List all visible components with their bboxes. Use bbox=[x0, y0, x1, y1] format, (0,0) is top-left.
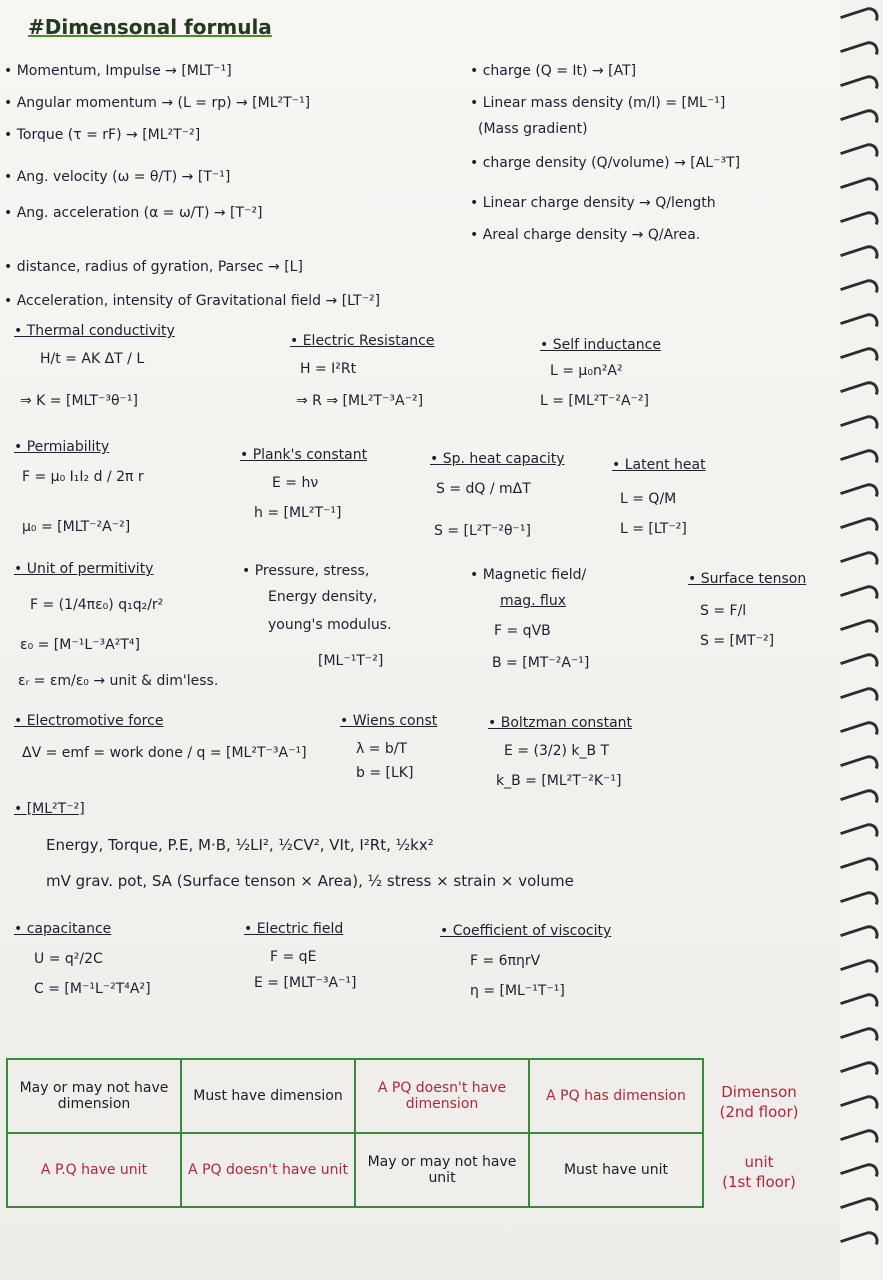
formula: F = μ₀ I₁I₂ d / 2π r bbox=[22, 469, 144, 485]
ring-icon bbox=[840, 5, 881, 35]
formula: Energy density, bbox=[268, 589, 378, 605]
note-line: (Mass gradient) bbox=[478, 121, 588, 137]
formula: mag. flux bbox=[500, 593, 566, 609]
note-line: • distance, radius of gyration, Parsec → [L] bbox=[4, 259, 303, 275]
ring-icon bbox=[840, 1025, 881, 1055]
formula: ⇒ R ⇒ [ML²T⁻³A⁻²] bbox=[296, 393, 424, 409]
section-heading: • Plank's constant bbox=[240, 447, 368, 463]
ring-icon bbox=[840, 855, 881, 885]
formula: Energy, Torque, P.E, M·B, ½LI², ½CV², VIt, I²Rt, ½kx² bbox=[46, 836, 434, 854]
ring-icon bbox=[840, 1229, 881, 1259]
row-label: Dimenson bbox=[721, 1083, 797, 1101]
ring-icon bbox=[840, 617, 881, 647]
ring-icon bbox=[840, 889, 881, 919]
section-heading: • Electric field bbox=[244, 921, 344, 937]
formula: ΔV = emf = work done / q = [ML²T⁻³A⁻¹] bbox=[22, 745, 307, 761]
section-heading: • Pressure, stress, bbox=[242, 563, 370, 579]
ring-icon bbox=[840, 243, 881, 273]
section-heading: • Latent heat bbox=[612, 457, 706, 473]
formula: E = (3/2) k_B T bbox=[504, 743, 610, 759]
table-cell: Must have unit bbox=[529, 1133, 703, 1207]
formula: F = 6πηrV bbox=[470, 953, 541, 969]
formula: C = [M⁻¹L⁻²T⁴A²] bbox=[34, 981, 151, 997]
ring-icon bbox=[840, 209, 881, 239]
dimension-unit-table bbox=[6, 1058, 704, 1208]
section-heading: • Sp. heat capacity bbox=[430, 451, 565, 467]
formula: L = Q/M bbox=[620, 491, 677, 507]
formula: mV grav. pot, SA (Surface tenson × Area), ½ stress × strain × volume bbox=[46, 872, 574, 890]
ring-icon bbox=[840, 719, 881, 749]
ring-icon bbox=[840, 73, 881, 103]
formula: ε₀ = [M⁻¹L⁻³A²T⁴] bbox=[20, 637, 140, 653]
formula: young's modulus. bbox=[268, 617, 392, 633]
note-line: • Ang. velocity (ω = θ/T) → [T⁻¹] bbox=[4, 169, 231, 185]
ring-icon bbox=[840, 957, 881, 987]
formula: F = qE bbox=[270, 949, 317, 965]
formula: λ = b/T bbox=[356, 741, 408, 757]
formula: η = [ML⁻¹T⁻¹] bbox=[470, 983, 565, 999]
formula: μ₀ = [MLT⁻²A⁻²] bbox=[22, 519, 131, 535]
ring-icon bbox=[840, 107, 881, 137]
formula: L = [LT⁻²] bbox=[620, 521, 687, 537]
row-label: unit bbox=[744, 1153, 774, 1171]
ring-icon bbox=[840, 991, 881, 1021]
ring-icon bbox=[840, 549, 881, 579]
formula: k_B = [ML²T⁻²K⁻¹] bbox=[496, 773, 622, 789]
section-heading: • capacitance bbox=[14, 921, 112, 937]
ring-icon bbox=[840, 821, 881, 851]
formula: h = [ML²T⁻¹] bbox=[254, 505, 342, 521]
note-line: • Momentum, Impulse → [MLT⁻¹] bbox=[4, 63, 232, 79]
table-cell: A PQ has dimension bbox=[529, 1059, 703, 1133]
section-heading: • [ML²T⁻²] bbox=[14, 801, 85, 817]
section-heading: • Coefficient of viscocity bbox=[440, 923, 612, 939]
ring-icon bbox=[840, 39, 881, 69]
note-line: • charge (Q = It) → [AT] bbox=[470, 63, 637, 79]
table-cell: May or may not have unit bbox=[355, 1133, 529, 1207]
formula: S = [L²T⁻²θ⁻¹] bbox=[434, 523, 531, 539]
ring-icon bbox=[840, 447, 881, 477]
section-heading: • Self inductance bbox=[540, 337, 661, 353]
section-heading: • Permiability bbox=[14, 439, 110, 455]
ring-icon bbox=[840, 1093, 881, 1123]
formula: E = [MLT⁻³A⁻¹] bbox=[254, 975, 357, 991]
ring-icon bbox=[840, 583, 881, 613]
ring-icon bbox=[840, 1161, 881, 1191]
ring-icon bbox=[840, 787, 881, 817]
spiral-binding bbox=[838, 10, 883, 1280]
note-line: • Ang. acceleration (α = ω/T) → [T⁻²] bbox=[4, 205, 263, 221]
ring-icon bbox=[840, 685, 881, 715]
page-title: #Dimensonal formula bbox=[28, 15, 272, 39]
ring-icon bbox=[840, 277, 881, 307]
note-line: • Linear charge density → Q/length bbox=[470, 195, 716, 211]
table-cell: May or may not have dimension bbox=[7, 1059, 181, 1133]
note-line: • Angular momentum → (L = rp) → [ML²T⁻¹] bbox=[4, 95, 311, 111]
formula: S = dQ / mΔT bbox=[436, 481, 531, 497]
section-heading: • Thermal conductivity bbox=[14, 323, 175, 339]
note-line: • Areal charge density → Q/Area. bbox=[470, 227, 701, 243]
section-heading: • Unit of permitivity bbox=[14, 561, 154, 577]
ring-icon bbox=[840, 1059, 881, 1089]
formula: F = qVB bbox=[494, 623, 551, 639]
table-cell: A PQ doesn't have unit bbox=[181, 1133, 355, 1207]
formula: L = μ₀n²A² bbox=[550, 363, 623, 379]
ring-icon bbox=[840, 651, 881, 681]
ring-icon bbox=[840, 515, 881, 545]
row-label-dimension bbox=[694, 1082, 824, 1122]
section-heading: • Electromotive force bbox=[14, 713, 164, 729]
ring-icon bbox=[840, 379, 881, 409]
formula: S = [MT⁻²] bbox=[700, 633, 775, 649]
table-row bbox=[7, 1059, 703, 1133]
formula: U = q²/2C bbox=[34, 951, 103, 967]
formula: F = (1/4πε₀) q₁q₂/r² bbox=[30, 597, 164, 613]
note-line: • Torque (τ = rF) → [ML²T⁻²] bbox=[4, 127, 201, 143]
note-line: • charge density (Q/volume) → [AL⁻³T] bbox=[470, 155, 741, 171]
ring-icon bbox=[840, 311, 881, 341]
ring-icon bbox=[840, 923, 881, 953]
section-heading: • Magnetic field/ bbox=[470, 567, 587, 583]
ring-icon bbox=[840, 481, 881, 511]
formula: E = hν bbox=[272, 475, 319, 491]
ring-icon bbox=[840, 1195, 881, 1225]
section-heading: • Surface tenson bbox=[688, 571, 807, 587]
formula: b = [LK] bbox=[356, 765, 414, 781]
row-label-note: (2nd floor) bbox=[719, 1103, 799, 1121]
table-cell: Must have dimension bbox=[181, 1059, 355, 1133]
formula: S = F/l bbox=[700, 603, 747, 619]
note-line: • Linear mass density (m/l) = [ML⁻¹] bbox=[470, 95, 726, 111]
ring-icon bbox=[840, 345, 881, 375]
section-heading: • Wiens const bbox=[340, 713, 438, 729]
ring-icon bbox=[840, 413, 881, 443]
row-label-unit bbox=[694, 1152, 824, 1192]
formula: B = [MT⁻²A⁻¹] bbox=[492, 655, 590, 671]
ring-icon bbox=[840, 175, 881, 205]
ring-icon bbox=[840, 753, 881, 783]
formula: L = [ML²T⁻²A⁻²] bbox=[540, 393, 649, 409]
formula: H = I²Rt bbox=[300, 361, 357, 377]
table-cell: A PQ doesn't have dimension bbox=[355, 1059, 529, 1133]
row-label-note: (1st floor) bbox=[722, 1173, 796, 1191]
formula: ⇒ K = [MLT⁻³θ⁻¹] bbox=[20, 393, 138, 409]
ring-icon bbox=[840, 1127, 881, 1157]
formula: εᵣ = εm/ε₀ → unit & dim'less. bbox=[18, 673, 219, 689]
table-row bbox=[7, 1133, 703, 1207]
ring-icon bbox=[840, 141, 881, 171]
section-heading: • Electric Resistance bbox=[290, 333, 435, 349]
formula: [ML⁻¹T⁻²] bbox=[318, 653, 384, 669]
section-heading: • Boltzman constant bbox=[488, 715, 633, 731]
note-line: • Acceleration, intensity of Gravitational field → [LT⁻²] bbox=[4, 293, 381, 309]
table-cell: A P.Q have unit bbox=[7, 1133, 181, 1207]
formula: H/t = AK ΔT / L bbox=[40, 351, 145, 367]
